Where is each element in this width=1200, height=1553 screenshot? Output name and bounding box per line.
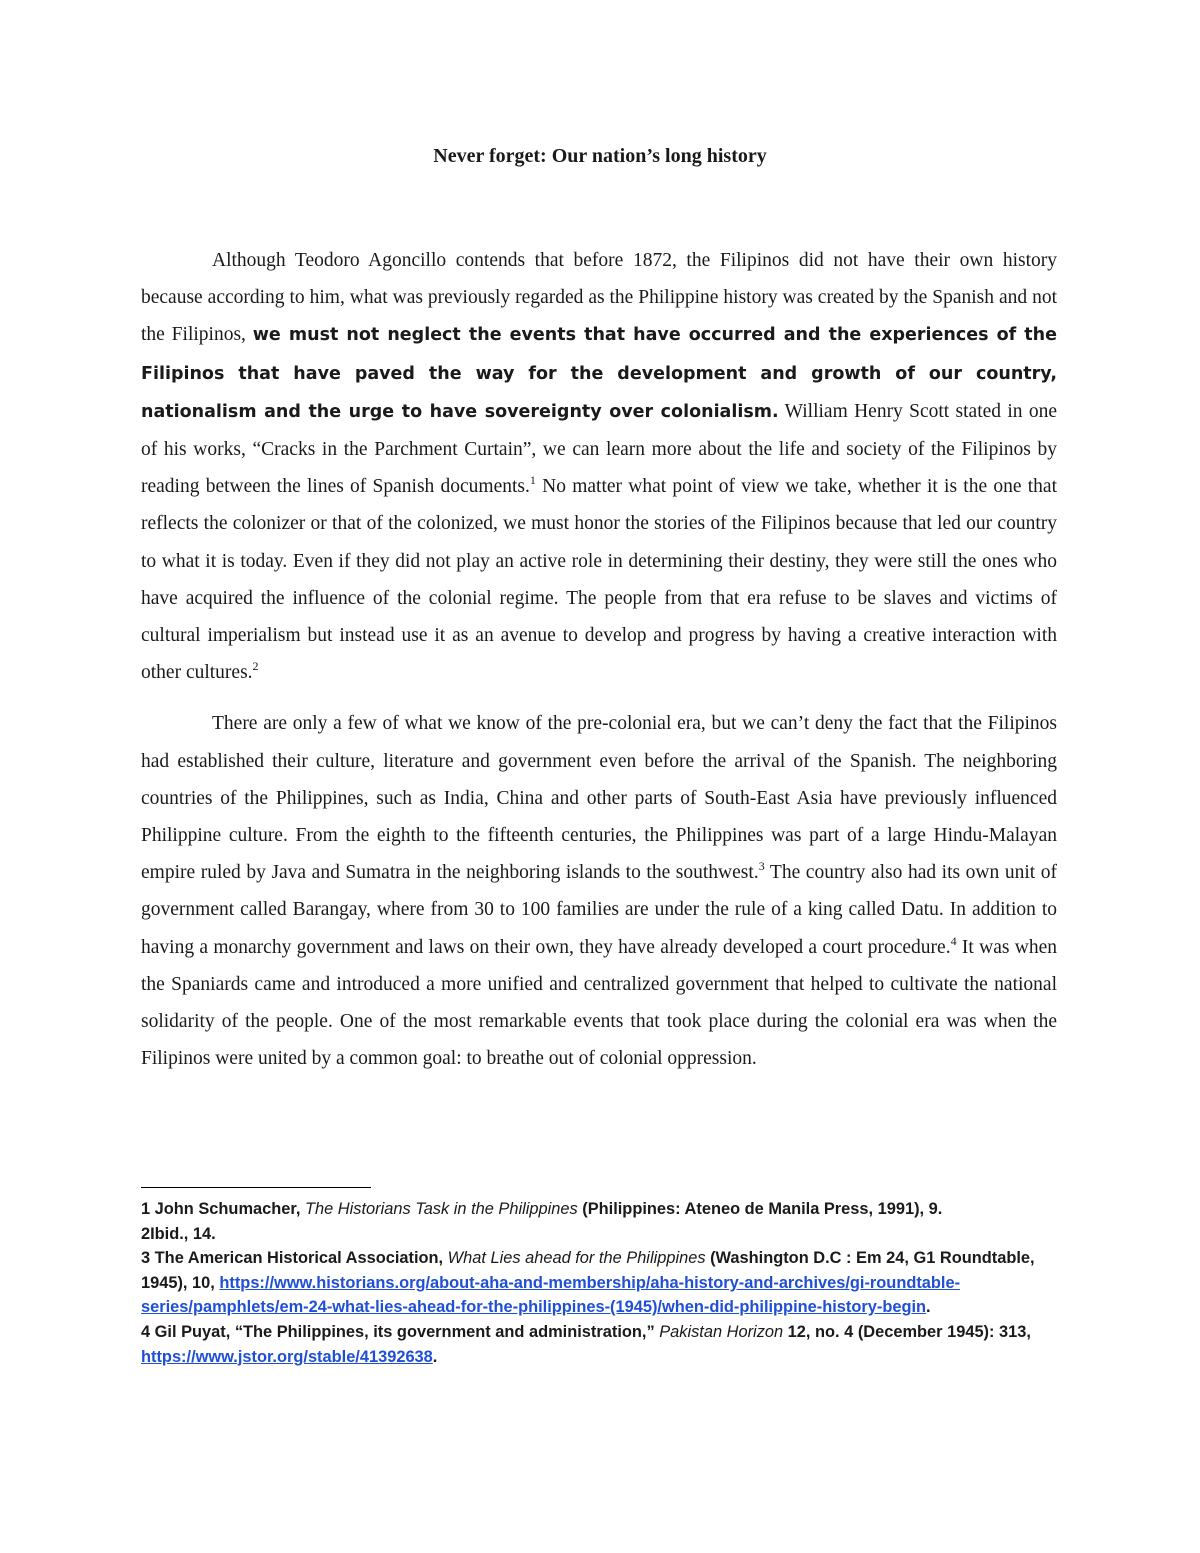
footnote-1-title: The Historians Task in the Philippines [304, 1200, 578, 1218]
paragraph-1 [141, 242, 1057, 691]
footnote-3-mid: (Washington D.C : Em 24, G1 Roundtable, 1945), 10, [141, 1249, 1035, 1292]
paragraph-1-text-c: No matter what point of view we take, whether it is the one that reflects the colonizer or that of the colonized, we must honor the stories of the Filipinos because that led our country to what it is today. Even if they did not play an active role in determining their destiny, they were still the ones who have acquired the influence of the colonial regime. The people from that era refuse to be slaves and victims of cultural imperialism but instead use it as an avenue to develop and progress by having a creative interaction with other cultures. [141, 476, 1058, 684]
footnote-ref-2[interactable]: 2 [252, 659, 259, 674]
footnote-4-lead: 4 Gil Puyat, “The Philippines, its government and administration,” [141, 1322, 660, 1341]
paragraph-1-text-a: Although Teodoro Agoncillo contends that before 1872, the Filipinos did not have their own history because according to him, what was previously regarded as the Philippine history was created by the Spanish and not the Filipinos, [141, 250, 1057, 346]
footnote-1-tail: (Philippines: Ateneo de Manila Press, 1991), 9. [577, 1200, 943, 1218]
footnote-3-lead: 3 The American Historical Association, [141, 1249, 448, 1268]
paragraph-2-text-a: There are only a few of what we know of the pre-colonial era, but we can’t deny the fact that the Filipinos had established their culture, literature and government even before the arrival of the Spanish. The neighboring countries of the Philippines, such as India, China and other parts of South-East Asia have previously influenced Philippine culture. From the eighth to the fifteenth centuries, the Philippines was part of a large Hindu-Malayan empire ruled by Java and Sumatra in the neighboring islands to the southwest. [141, 713, 1057, 884]
paragraph-2-text-b: The country also had its own unit of government called Barangay, where from 30 to 100 families are under the rule of a king called Datu. In addition to having a monarchy government and laws on their own, they have already developed a court procedure. [141, 862, 1057, 958]
footnotes [141, 1197, 1057, 1369]
footnote-separator [141, 1187, 371, 1188]
paragraph-2-text-c: It was when the Spaniards came and introduced a more unified and centralized government that helped to cultivate the national solidarity of the people. One of the most remarkable events that took place during the colonial era was when the Filipinos were united by a common goal: to breathe out of colonial oppression. [141, 936, 1057, 1070]
footnote-ref-1[interactable]: 1 [529, 473, 536, 488]
footnote-4 [141, 1320, 1057, 1369]
footnote-4-title: Pakistan Horizon [659, 1322, 784, 1341]
footnote-3-title: What Lies ahead for the Philippines [447, 1249, 706, 1268]
footnote-3-link[interactable]: https://www.historians.org/about-aha-and-membership/aha-history-and-archives/gi-roundtable-series/pamphlets/em-24-what-lies-ahead-for-the-philippines-(1945)/when-did-philippine-history-begin [141, 1273, 961, 1317]
footnote-3-tail: . [926, 1298, 931, 1317]
paragraph-1-bold-thesis: we must not neglect the events that have occurred and the experiences of the Filipinos that have paved the way for the development and growth of our country, nationalism and the urge to have sovereignty over colonialism. [141, 325, 1057, 422]
footnote-ref-3[interactable]: 3 [758, 859, 765, 874]
footnote-1-lead: 1 John Schumacher, [141, 1200, 305, 1218]
footnote-4-tail: . [432, 1347, 438, 1366]
footnote-4-mid: 12, no. 4 (December 1945): 313, [783, 1322, 1031, 1341]
footnote-1 [141, 1197, 1057, 1222]
footnote-4-link[interactable]: https://www.jstor.org/stable/41392638 [141, 1347, 433, 1366]
footnote-2: 2Ibid., 14. [141, 1224, 216, 1243]
document-body [141, 242, 1057, 1077]
document-title: Never forget: Our nation’s long history [433, 145, 767, 167]
footnote-ref-4[interactable]: 4 [950, 933, 957, 948]
paragraph-2 [141, 705, 1057, 1077]
footnote-3 [141, 1246, 1057, 1320]
paragraph-1-text-b: William Henry Scott stated in one of his works, “Cracks in the Parchment Curtain”, we can learn more about the life and society of the Filipinos by reading between the lines of Spanish documents. [141, 400, 1057, 498]
